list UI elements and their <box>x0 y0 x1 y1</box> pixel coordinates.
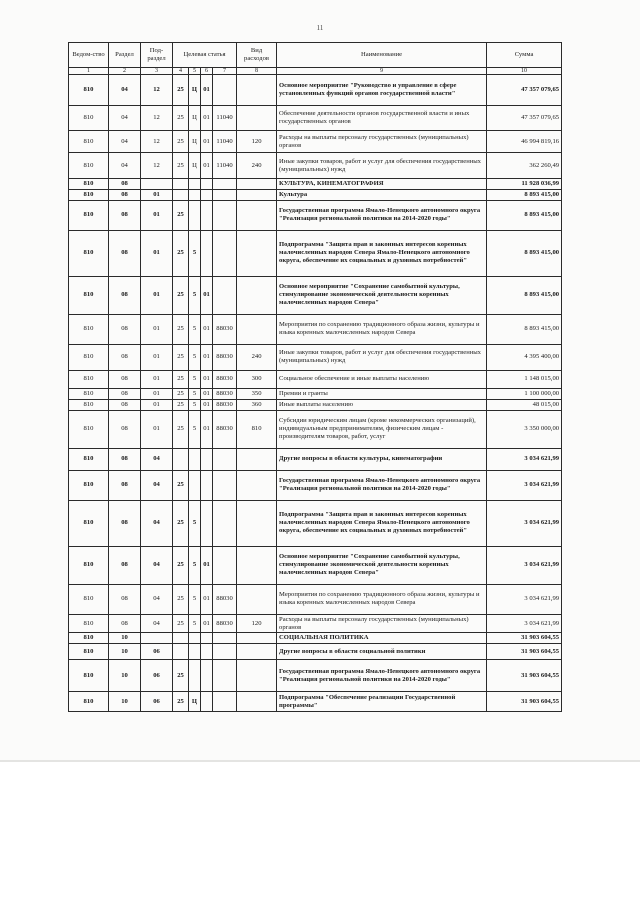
cell-name: Субсидии юридическим лицам (кроме некоммерческих организаций), индивидуальным предпринимателям, физическим лицам - производителям товаров, работ, услуг <box>277 410 487 448</box>
cell-razdel: 08 <box>109 388 141 399</box>
cell-vedomstvo: 810 <box>69 584 109 614</box>
cell-expense-type <box>237 230 277 276</box>
cell-sum: 8 893 415,00 <box>487 276 562 314</box>
cell-target-subprogram: Ц <box>189 131 201 153</box>
cell-vedomstvo: 810 <box>69 230 109 276</box>
table-row <box>69 448 562 470</box>
cell-target-event <box>201 448 213 470</box>
cell-podrazdel: 12 <box>141 131 173 153</box>
cell-target-event: 01 <box>201 399 213 410</box>
cell-target-direction: 88030 <box>213 370 237 388</box>
cell-name: Расходы на выплаты персоналу государственных (муниципальных) органов <box>277 131 487 153</box>
cell-razdel: 04 <box>109 106 141 131</box>
table-row <box>69 470 562 500</box>
cell-razdel: 08 <box>109 614 141 633</box>
table-row <box>69 614 562 633</box>
header-name: Наименование <box>277 43 487 68</box>
cell-sum: 31 903 604,55 <box>487 692 562 712</box>
cell-target-subprogram: Ц <box>189 153 201 179</box>
cell-target-direction: 88030 <box>213 314 237 344</box>
cell-target-subprogram <box>189 189 201 200</box>
table-row <box>69 276 562 314</box>
table-row <box>69 692 562 712</box>
cell-target-direction <box>213 75 237 106</box>
cell-target-event: 01 <box>201 131 213 153</box>
cell-sum: 3 034 621,99 <box>487 470 562 500</box>
cell-target-direction: 11040 <box>213 131 237 153</box>
header-vedomstvo: Ведом-ство <box>69 43 109 68</box>
column-number: 5 <box>189 68 201 75</box>
cell-name: Государственная программа Ямало-Ненецкого автономного округа "Реализация региональной политики на 2014-2020 годы" <box>277 470 487 500</box>
cell-target-program: 25 <box>173 370 189 388</box>
cell-sum: 31 903 604,55 <box>487 644 562 660</box>
cell-target-direction <box>213 470 237 500</box>
cell-target-program: 25 <box>173 470 189 500</box>
table-row <box>69 500 562 546</box>
cell-podrazdel: 04 <box>141 584 173 614</box>
cell-target-program: 25 <box>173 584 189 614</box>
cell-expense-type: 120 <box>237 614 277 633</box>
cell-razdel: 10 <box>109 644 141 660</box>
cell-podrazdel: 01 <box>141 230 173 276</box>
cell-expense-type <box>237 189 277 200</box>
cell-name: Основное мероприятие "Сохранение самобытной культуры, стимулирование экономической деятельности коренных малочисленных народов Севера" <box>277 276 487 314</box>
cell-name: Обеспечение деятельности органов государственной власти и иных государственных органов <box>277 106 487 131</box>
cell-sum: 46 994 819,16 <box>487 131 562 153</box>
cell-expense-type: 360 <box>237 399 277 410</box>
cell-target-subprogram <box>189 644 201 660</box>
header-sum: Сумма <box>487 43 562 68</box>
cell-razdel: 08 <box>109 448 141 470</box>
cell-target-subprogram: 5 <box>189 410 201 448</box>
cell-target-event <box>201 230 213 276</box>
cell-vedomstvo: 810 <box>69 314 109 344</box>
table-row <box>69 189 562 200</box>
cell-expense-type <box>237 546 277 584</box>
column-number: 3 <box>141 68 173 75</box>
table-header-row <box>69 43 562 68</box>
cell-vedomstvo: 810 <box>69 410 109 448</box>
cell-sum: 11 928 036,99 <box>487 179 562 190</box>
cell-razdel: 08 <box>109 546 141 584</box>
cell-sum: 31 903 604,55 <box>487 660 562 692</box>
cell-vedomstvo: 810 <box>69 633 109 644</box>
cell-target-direction <box>213 230 237 276</box>
cell-sum: 47 357 079,65 <box>487 106 562 131</box>
cell-name: Основное мероприятие "Сохранение самобытной культуры, стимулирование экономической деятельности коренных малочисленных народов Севера" <box>277 546 487 584</box>
cell-target-direction <box>213 546 237 584</box>
cell-target-direction <box>213 179 237 190</box>
cell-razdel: 08 <box>109 399 141 410</box>
cell-name: СОЦИАЛЬНАЯ ПОЛИТИКА <box>277 633 487 644</box>
cell-target-event: 01 <box>201 546 213 584</box>
table-row <box>69 344 562 370</box>
cell-target-subprogram: 5 <box>189 584 201 614</box>
cell-razdel: 08 <box>109 200 141 230</box>
cell-razdel: 10 <box>109 660 141 692</box>
cell-name: Основное мероприятие "Руководство и управление в сфере установленных функций органов государственной власти" <box>277 75 487 106</box>
cell-target-subprogram: 5 <box>189 344 201 370</box>
cell-target-program: 25 <box>173 131 189 153</box>
cell-target-subprogram <box>189 179 201 190</box>
cell-target-direction: 88030 <box>213 388 237 399</box>
cell-sum: 8 893 415,00 <box>487 200 562 230</box>
cell-razdel: 10 <box>109 692 141 712</box>
cell-name: Иные выплаты населению <box>277 399 487 410</box>
cell-target-program: 25 <box>173 399 189 410</box>
cell-target-program: 25 <box>173 75 189 106</box>
cell-target-program: 25 <box>173 388 189 399</box>
table-row <box>69 314 562 344</box>
cell-target-event <box>201 692 213 712</box>
cell-name: Иные закупки товаров, работ и услуг для обеспечения государственных (муниципальных) нужд <box>277 153 487 179</box>
cell-vedomstvo: 810 <box>69 75 109 106</box>
cell-razdel: 08 <box>109 276 141 314</box>
cell-target-program <box>173 179 189 190</box>
cell-target-subprogram: 5 <box>189 614 201 633</box>
cell-target-subprogram <box>189 200 201 230</box>
table-row <box>69 410 562 448</box>
cell-target-direction: 88030 <box>213 399 237 410</box>
cell-target-event: 01 <box>201 153 213 179</box>
cell-target-event <box>201 200 213 230</box>
cell-razdel: 08 <box>109 500 141 546</box>
cell-expense-type <box>237 314 277 344</box>
cell-expense-type <box>237 500 277 546</box>
cell-podrazdel: 01 <box>141 189 173 200</box>
cell-name: Мероприятия по сохранению традиционного образа жизни, культуры и языка коренных малочисленных народов Севера <box>277 584 487 614</box>
cell-expense-type: 120 <box>237 131 277 153</box>
cell-razdel: 08 <box>109 179 141 190</box>
cell-target-event: 01 <box>201 388 213 399</box>
table-row <box>69 131 562 153</box>
cell-vedomstvo: 810 <box>69 189 109 200</box>
table-row <box>69 399 562 410</box>
cell-podrazdel: 04 <box>141 448 173 470</box>
cell-target-program: 25 <box>173 660 189 692</box>
cell-podrazdel: 06 <box>141 644 173 660</box>
column-number: 9 <box>277 68 487 75</box>
cell-vedomstvo: 810 <box>69 644 109 660</box>
cell-razdel: 08 <box>109 314 141 344</box>
cell-target-event: 01 <box>201 106 213 131</box>
cell-target-subprogram <box>189 470 201 500</box>
cell-name: Расходы на выплаты персоналу государственных (муниципальных) органов <box>277 614 487 633</box>
column-number: 4 <box>173 68 189 75</box>
cell-expense-type: 300 <box>237 370 277 388</box>
table-row <box>69 106 562 131</box>
table-row <box>69 75 562 106</box>
cell-razdel: 08 <box>109 584 141 614</box>
cell-target-event <box>201 633 213 644</box>
cell-podrazdel <box>141 633 173 644</box>
table-row <box>69 153 562 179</box>
table-row <box>69 660 562 692</box>
cell-target-event: 01 <box>201 344 213 370</box>
column-number: 10 <box>487 68 562 75</box>
cell-podrazdel: 04 <box>141 546 173 584</box>
cell-target-program: 25 <box>173 314 189 344</box>
cell-razdel: 10 <box>109 633 141 644</box>
cell-target-direction: 88030 <box>213 614 237 633</box>
cell-name: Социальное обеспечение и иные выплаты населению <box>277 370 487 388</box>
cell-target-direction: 88030 <box>213 584 237 614</box>
cell-target-event <box>201 470 213 500</box>
cell-sum: 4 395 400,00 <box>487 344 562 370</box>
cell-razdel: 04 <box>109 153 141 179</box>
cell-target-event: 01 <box>201 410 213 448</box>
cell-podrazdel: 01 <box>141 410 173 448</box>
cell-expense-type <box>237 106 277 131</box>
cell-target-event: 01 <box>201 614 213 633</box>
cell-target-direction: 11040 <box>213 106 237 131</box>
cell-target-event <box>201 500 213 546</box>
cell-target-subprogram <box>189 633 201 644</box>
cell-podrazdel: 01 <box>141 200 173 230</box>
cell-expense-type <box>237 584 277 614</box>
table-row <box>69 200 562 230</box>
header-target-article: Целевая статья <box>173 43 237 68</box>
scan-edge <box>0 760 640 762</box>
cell-podrazdel: 04 <box>141 614 173 633</box>
cell-razdel: 08 <box>109 230 141 276</box>
cell-name: Культура <box>277 189 487 200</box>
table-row <box>69 584 562 614</box>
cell-target-subprogram: 5 <box>189 230 201 276</box>
cell-vedomstvo: 810 <box>69 470 109 500</box>
cell-name: Подпрограмма "Защита прав и законных интересов коренных малочисленных народов Севера Ямало-Ненецкого автономного округа, обеспечение их социальных и духовных потребностей" <box>277 500 487 546</box>
cell-expense-type <box>237 692 277 712</box>
header-podrazdel: Под-раздел <box>141 43 173 68</box>
cell-sum: 362 260,49 <box>487 153 562 179</box>
cell-vedomstvo: 810 <box>69 131 109 153</box>
cell-target-direction: 11040 <box>213 153 237 179</box>
cell-target-subprogram: 5 <box>189 546 201 584</box>
cell-target-event: 01 <box>201 584 213 614</box>
cell-sum: 3 034 621,99 <box>487 584 562 614</box>
column-number: 6 <box>201 68 213 75</box>
cell-podrazdel <box>141 179 173 190</box>
cell-podrazdel: 06 <box>141 660 173 692</box>
cell-target-direction <box>213 276 237 314</box>
cell-name: Подпрограмма "Защита прав и законных интересов коренных малочисленных народов Севера Ямало-Ненецкого автономного округа, обеспечение их социальных и духовных потребностей" <box>277 230 487 276</box>
cell-target-subprogram <box>189 660 201 692</box>
cell-target-event: 01 <box>201 370 213 388</box>
cell-target-subprogram: 5 <box>189 500 201 546</box>
cell-target-program <box>173 644 189 660</box>
cell-target-event: 01 <box>201 75 213 106</box>
cell-sum: 3 350 000,00 <box>487 410 562 448</box>
cell-vedomstvo: 810 <box>69 500 109 546</box>
cell-sum: 8 893 415,00 <box>487 314 562 344</box>
cell-vedomstvo: 810 <box>69 179 109 190</box>
cell-razdel: 08 <box>109 189 141 200</box>
cell-expense-type <box>237 276 277 314</box>
cell-expense-type <box>237 179 277 190</box>
cell-name: Государственная программа Ямало-Ненецкого автономного округа "Реализация региональной политики на 2014-2020 годы" <box>277 200 487 230</box>
cell-target-direction <box>213 660 237 692</box>
column-number-row <box>69 68 562 75</box>
cell-target-subprogram: Ц <box>189 692 201 712</box>
cell-target-direction <box>213 448 237 470</box>
cell-expense-type <box>237 644 277 660</box>
page-margin <box>0 762 640 905</box>
cell-razdel: 08 <box>109 344 141 370</box>
cell-podrazdel: 01 <box>141 344 173 370</box>
cell-vedomstvo: 810 <box>69 106 109 131</box>
cell-expense-type: 240 <box>237 153 277 179</box>
cell-target-program: 25 <box>173 230 189 276</box>
cell-vedomstvo: 810 <box>69 448 109 470</box>
header-razdel: Раздел <box>109 43 141 68</box>
cell-podrazdel: 12 <box>141 106 173 131</box>
cell-target-subprogram: 5 <box>189 370 201 388</box>
cell-sum: 47 357 079,65 <box>487 75 562 106</box>
cell-target-program: 25 <box>173 106 189 131</box>
cell-target-event <box>201 189 213 200</box>
cell-target-direction <box>213 633 237 644</box>
cell-razdel: 08 <box>109 410 141 448</box>
cell-target-direction <box>213 644 237 660</box>
cell-vedomstvo: 810 <box>69 660 109 692</box>
cell-target-program: 25 <box>173 546 189 584</box>
cell-expense-type: 810 <box>237 410 277 448</box>
cell-podrazdel: 06 <box>141 692 173 712</box>
column-number: 7 <box>213 68 237 75</box>
column-number: 1 <box>69 68 109 75</box>
cell-target-program: 25 <box>173 614 189 633</box>
budget-table <box>68 42 562 712</box>
cell-expense-type: 240 <box>237 344 277 370</box>
cell-target-program: 25 <box>173 276 189 314</box>
table-row <box>69 546 562 584</box>
cell-expense-type <box>237 75 277 106</box>
cell-target-subprogram: 5 <box>189 388 201 399</box>
cell-vedomstvo: 810 <box>69 153 109 179</box>
cell-sum: 8 893 415,00 <box>487 230 562 276</box>
cell-target-direction <box>213 200 237 230</box>
cell-podrazdel: 01 <box>141 276 173 314</box>
cell-podrazdel: 12 <box>141 153 173 179</box>
cell-vedomstvo: 810 <box>69 388 109 399</box>
cell-target-program <box>173 633 189 644</box>
cell-sum: 48 015,00 <box>487 399 562 410</box>
cell-podrazdel: 12 <box>141 75 173 106</box>
cell-vedomstvo: 810 <box>69 614 109 633</box>
cell-target-program <box>173 448 189 470</box>
cell-name: Иные закупки товаров, работ и услуг для обеспечения государственных (муниципальных) нужд <box>277 344 487 370</box>
cell-target-program: 25 <box>173 410 189 448</box>
cell-name: Другие вопросы в области социальной политики <box>277 644 487 660</box>
cell-target-event: 01 <box>201 314 213 344</box>
cell-vedomstvo: 810 <box>69 546 109 584</box>
cell-target-direction <box>213 500 237 546</box>
table-body <box>69 75 562 712</box>
cell-target-program: 25 <box>173 344 189 370</box>
cell-vedomstvo: 810 <box>69 692 109 712</box>
cell-target-event: 01 <box>201 276 213 314</box>
table-row <box>69 230 562 276</box>
cell-target-subprogram: 5 <box>189 399 201 410</box>
cell-razdel: 08 <box>109 370 141 388</box>
cell-expense-type <box>237 200 277 230</box>
cell-target-event <box>201 644 213 660</box>
cell-podrazdel: 01 <box>141 314 173 344</box>
cell-sum: 1 148 015,00 <box>487 370 562 388</box>
table-row <box>69 179 562 190</box>
cell-target-program: 25 <box>173 692 189 712</box>
cell-name: Мероприятия по сохранению традиционного образа жизни, культуры и языка коренных малочисленных народов Севера <box>277 314 487 344</box>
cell-name: Подпрограмма "Обеспечение реализации Государственной программы" <box>277 692 487 712</box>
cell-target-direction: 88030 <box>213 410 237 448</box>
cell-target-direction: 88030 <box>213 344 237 370</box>
cell-expense-type <box>237 448 277 470</box>
cell-name: Государственная программа Ямало-Ненецкого автономного округа "Реализация региональной политики на 2014-2020 годы" <box>277 660 487 692</box>
cell-razdel: 08 <box>109 470 141 500</box>
cell-target-event <box>201 660 213 692</box>
cell-expense-type <box>237 470 277 500</box>
cell-vedomstvo: 810 <box>69 200 109 230</box>
cell-target-program: 25 <box>173 153 189 179</box>
table-row <box>69 388 562 399</box>
cell-vedomstvo: 810 <box>69 370 109 388</box>
cell-sum: 3 034 621,99 <box>487 614 562 633</box>
cell-sum: 8 893 415,00 <box>487 189 562 200</box>
page-number: 11 <box>316 24 324 32</box>
cell-podrazdel: 01 <box>141 370 173 388</box>
cell-target-program <box>173 189 189 200</box>
table-row <box>69 644 562 660</box>
cell-target-event <box>201 179 213 190</box>
cell-expense-type: 350 <box>237 388 277 399</box>
cell-podrazdel: 01 <box>141 399 173 410</box>
cell-name: Другие вопросы в области культуры, кинематографии <box>277 448 487 470</box>
cell-vedomstvo: 810 <box>69 399 109 410</box>
cell-vedomstvo: 810 <box>69 344 109 370</box>
cell-target-subprogram: Ц <box>189 106 201 131</box>
table-row <box>69 633 562 644</box>
cell-sum: 3 034 621,99 <box>487 500 562 546</box>
header-expense-type: Вид расходов <box>237 43 277 68</box>
cell-target-program: 25 <box>173 200 189 230</box>
cell-target-direction <box>213 692 237 712</box>
cell-name: Премии и гранты <box>277 388 487 399</box>
cell-sum: 31 903 604,55 <box>487 633 562 644</box>
cell-expense-type <box>237 633 277 644</box>
cell-vedomstvo: 810 <box>69 276 109 314</box>
cell-sum: 3 034 621,99 <box>487 546 562 584</box>
cell-target-subprogram: Ц <box>189 75 201 106</box>
cell-podrazdel: 04 <box>141 500 173 546</box>
cell-podrazdel: 01 <box>141 388 173 399</box>
cell-sum: 3 034 621,99 <box>487 448 562 470</box>
cell-name: КУЛЬТУРА, КИНЕМАТОГРАФИЯ <box>277 179 487 190</box>
cell-target-subprogram <box>189 448 201 470</box>
cell-razdel: 04 <box>109 131 141 153</box>
cell-podrazdel: 04 <box>141 470 173 500</box>
cell-sum: 1 100 000,00 <box>487 388 562 399</box>
cell-razdel: 04 <box>109 75 141 106</box>
cell-target-program: 25 <box>173 500 189 546</box>
column-number: 2 <box>109 68 141 75</box>
cell-target-subprogram: 5 <box>189 314 201 344</box>
table-row <box>69 370 562 388</box>
cell-expense-type <box>237 660 277 692</box>
cell-target-direction <box>213 189 237 200</box>
cell-target-subprogram: 5 <box>189 276 201 314</box>
column-number: 8 <box>237 68 277 75</box>
